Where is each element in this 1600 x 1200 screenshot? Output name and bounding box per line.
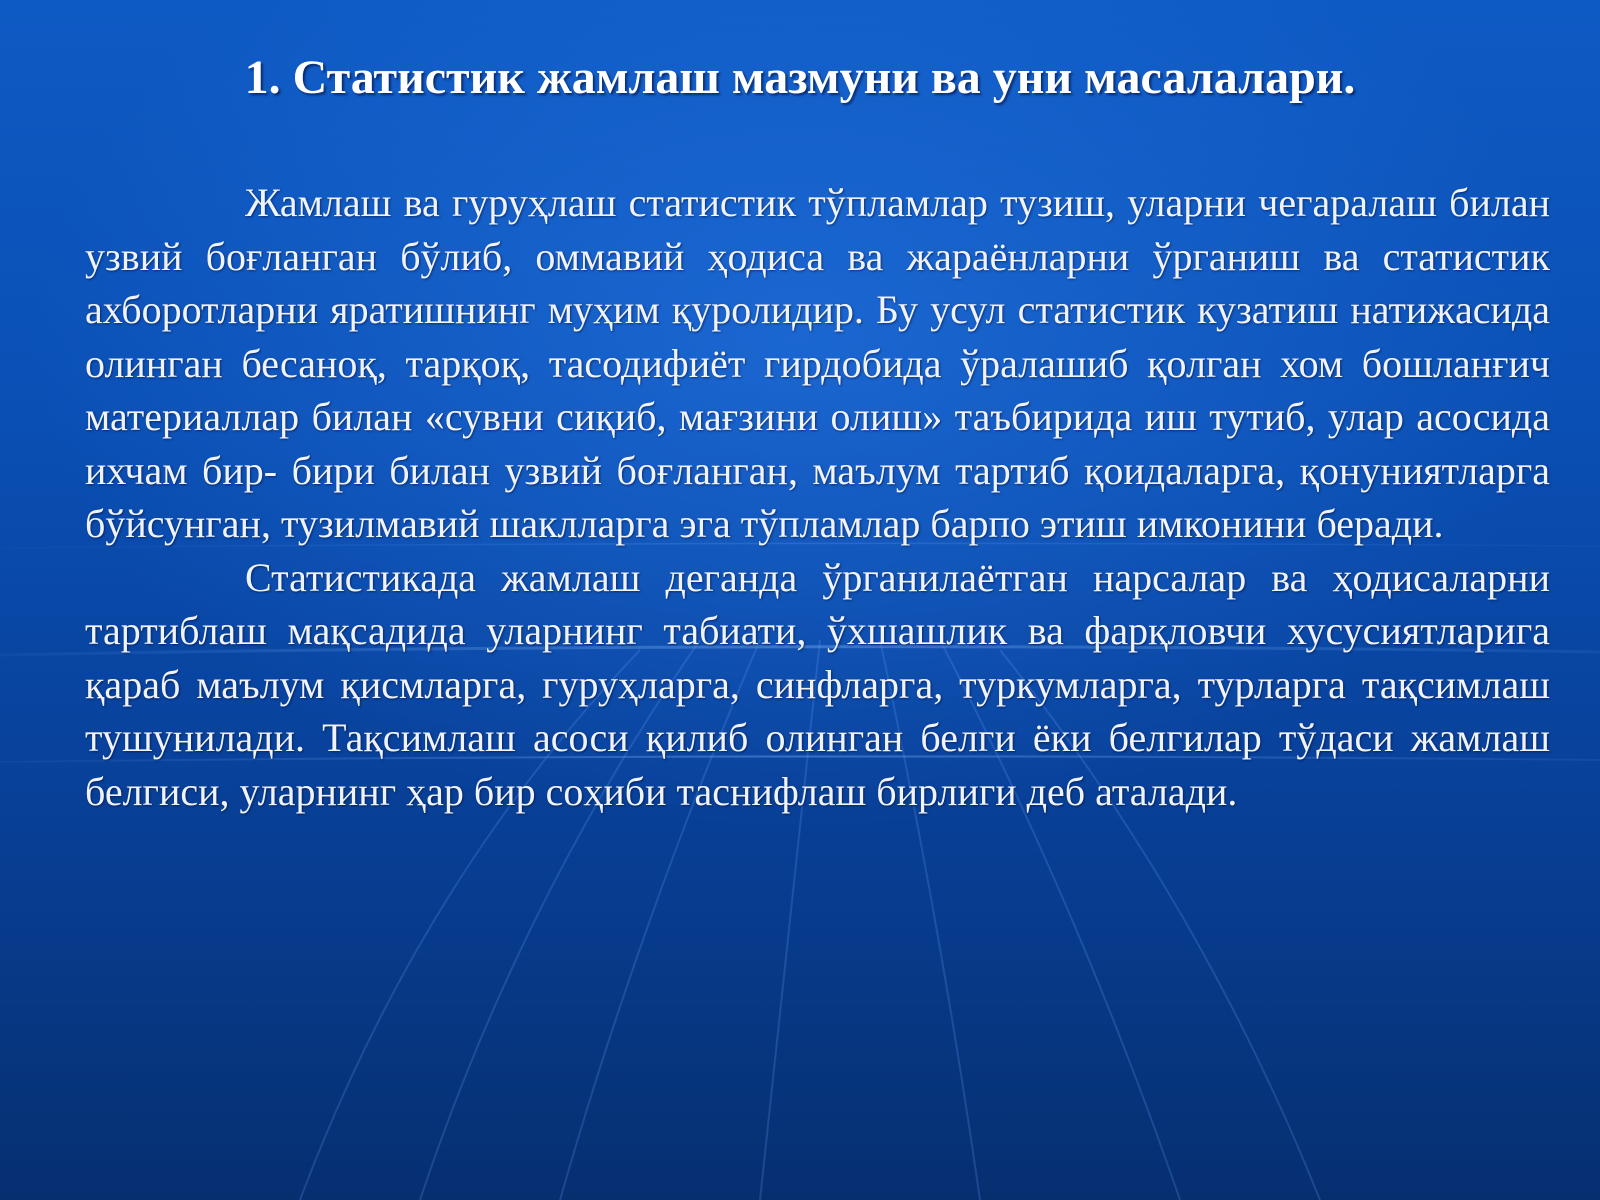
- slide-title: 1. Статистик жамлаш мазмуни ва уни масалалари.: [244, 51, 1356, 104]
- paragraph-2: Статистикада жамлаш деганда ўрганилаётган нарсалар ва ҳодисаларни тартиблаш мақсадида уларнинг табиати, ўхшашлик ва фарқловчи хусусиятларига қараб маълум қисмларга, гуруҳларга, синфларга, туркумларга, турларга тақсимлаш тушунилади. Тақсимлаш асоси қилиб олинган белги ёки белгилар тўдаси жамлаш белгиси, уларнинг ҳар бир соҳиби таснифлаш бирлиги деб аталади.: [85, 554, 1550, 814]
- slide-body: [85, 176, 1550, 818]
- paragraph-1: Жамлаш ва гуруҳлаш статистик тўпламлар тузиш, уларни чегаралаш билан узвий боғланган бўлиб, оммавий ҳодиса ва жараёнларни ўрганиш ва статистик ахборотларни яратишнинг муҳим қуролидир. Бу усул статистик кузатиш натижасида олинган бесаноқ, тарқоқ, тасодифиёт гирдобида ўралашиб қолган хом бошланғич материаллар билан «сувни сиқиб, мағзини олиш» таъбирида иш тутиб, улар асосида ихчам бир- бири билан узвий боғланган, маълум тартиб қоидаларга, қонуниятларга бўйсунган, тузилмавий шаклларга эга тўпламлар барпо этиш имконини беради.: [85, 180, 1550, 546]
